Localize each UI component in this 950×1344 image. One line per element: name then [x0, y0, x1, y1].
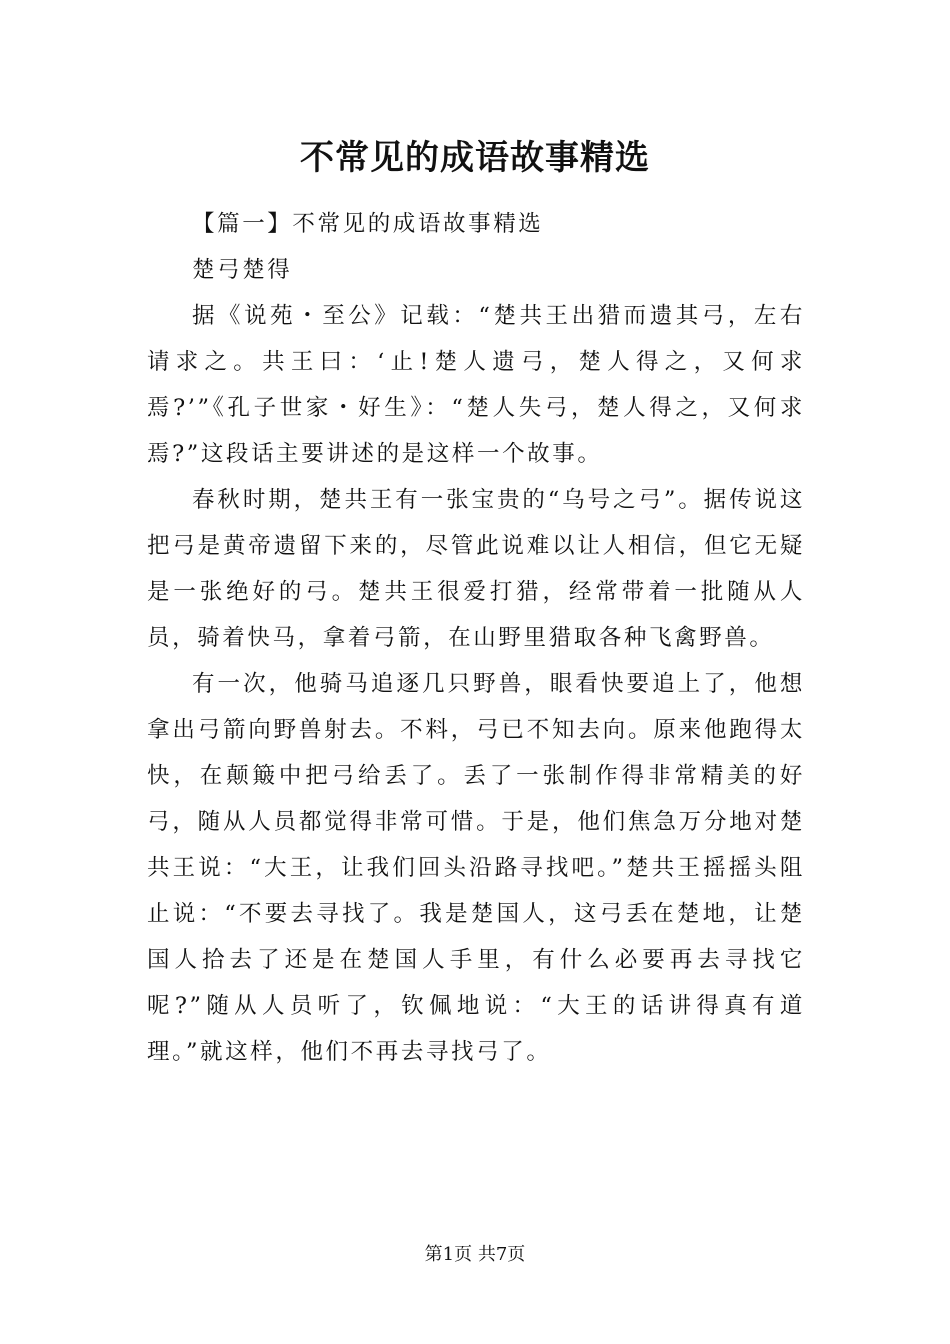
body-paragraph: 有一次，他骑马追逐几只野兽，眼看快要追上了，他想拿出弓箭向野兽射去。不料，弓已不知去向。原来他跑得太快，在颠簸中把弓给丢了。丢了一张制作得非常精美的好弓，随从人员都觉得非常可惜。于是，他们焦急万分地对楚共王说：“大王，让我们回头沿路寻找吧。”楚共王摇摇头阻止说：“不要去寻找了。我是楚国人，这弓丢在楚地，让楚国人拾去了还是在楚国人手里，有什么必要再去寻找它呢?”随从人员听了，钦佩地说：“大王的话讲得真有道理。”就这样，他们不再去寻找弓了。	[147, 671, 805, 1065]
page-title: 不常见的成语故事精选	[300, 138, 650, 178]
document-body	[147, 201, 805, 1075]
section-heading: 【篇一】不常见的成语故事精选	[192, 211, 544, 237]
body-paragraph: 据《说苑・至公》记载：“楚共王出猎而遗其弓，左右请求之。共王曰：‘止!楚人遗弓，楚人得之，又何求焉?’”《孔子世家・好生》：“楚人失弓，楚人得之，又何求焉?”这段话主要讲述的是这样一个故事。	[147, 303, 805, 467]
idiom-heading: 楚弓楚得	[192, 257, 293, 283]
body-paragraph: 春秋时期，楚共王有一张宝贵的“乌号之弓”。据传说这把弓是黄帝遗留下来的，尽管此说难以让人相信，但它无疑是一张绝好的弓。楚共王很爱打猎，经常带着一批随从人员，骑着快马，拿着弓箭，在山野里猎取各种飞禽野兽。	[147, 487, 805, 651]
page-footer: 第1页 共7页	[424, 1244, 526, 1265]
